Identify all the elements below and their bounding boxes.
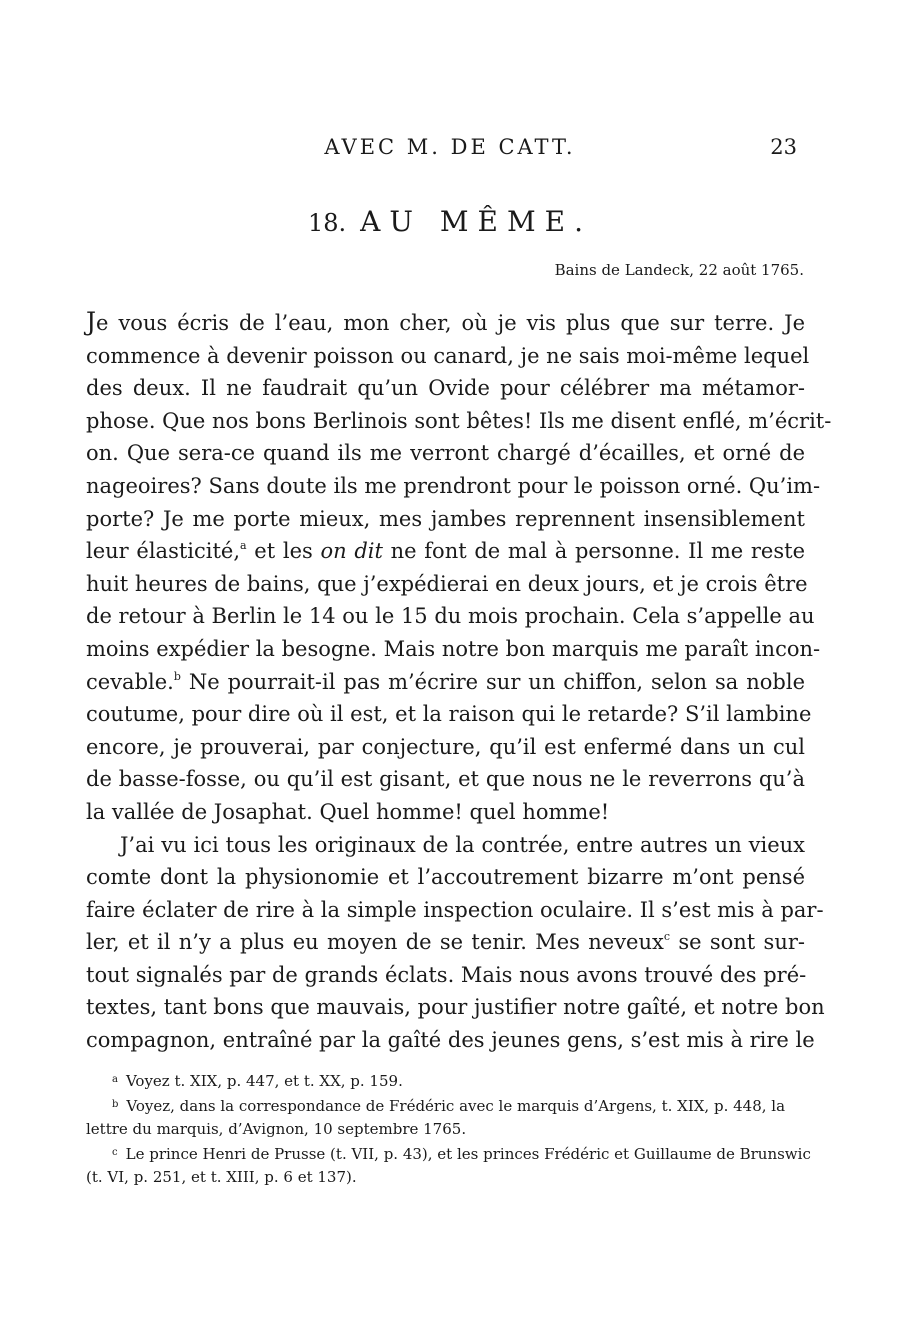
running-title: AVEC M. DE CATT.: [324, 135, 576, 159]
dateline: Bains de Landeck, 22 août 1765.: [554, 261, 804, 279]
italic-phrase: on dit: [320, 539, 383, 564]
text-line: de basse-fosse, ou qu’il est gisant, et que nous ne le reverrons qu’à: [86, 767, 805, 792]
footnote-line: [86, 1068, 805, 1093]
footnote-b: [86, 1093, 805, 1141]
footnote-ref-a[interactable]: a: [240, 539, 247, 553]
letter-body: [86, 306, 832, 1057]
text-line: comte dont la physionomie et l’accoutrement bizarre m’ont pensé: [86, 865, 805, 890]
footnote-line: (t. VI, p. 251, et t. XIII, p. 6 et 137).: [86, 1168, 357, 1186]
text-line: la vallée de Josaphat. Quel homme! quel homme!: [86, 799, 610, 824]
letter-heading: [0, 205, 900, 238]
footnote-mark: b: [112, 1099, 119, 1110]
text-line: de retour à Berlin le 14 ou le 15 du mois prochain. Cela s’appelle au: [86, 604, 815, 629]
text-line: tout signalés par de grands éclats. Mais nous avons trouvé des pré-: [86, 962, 807, 987]
letter-number: 18.: [307, 209, 347, 237]
footnote-line: [86, 1141, 811, 1166]
footnote-ref-c[interactable]: c: [663, 930, 671, 944]
footnote-ref-b[interactable]: b: [173, 669, 181, 683]
text-line: [86, 666, 805, 699]
text-line: on. Que sera-ce quand ils me verront chargé d’écailles, et orné de: [86, 441, 805, 466]
footnote-mark: a: [112, 1074, 118, 1085]
text-segment: se sont sur-: [670, 930, 805, 955]
text-segment: leur élasticité,: [86, 539, 241, 564]
footnote-line: [86, 1093, 805, 1118]
text-line: [86, 306, 805, 340]
text-segment: Ne pourrait-il pas m’écrire sur un chiffon, selon sa noble: [180, 669, 805, 694]
footnotes: [86, 1068, 811, 1189]
text-line: faire éclater de rire à la simple inspection oculaire. Il s’est mis à par-: [86, 897, 824, 922]
text-line: nageoires? Sans doute ils me prendront pour le poisson orné. Qu’im-: [86, 473, 821, 498]
footnote-a: [86, 1068, 805, 1093]
letter-title: AU MÊME.: [360, 205, 592, 238]
running-head: [0, 135, 900, 165]
footnote-text: Voyez, dans la correspondance de Frédéric avec le marquis d’Argens, t. XIX, p. 448, la: [126, 1097, 786, 1115]
text-line: commence à devenir poisson ou canard, je ne sais moi-même lequel: [86, 343, 810, 368]
text-line: compagnon, entraîné par la gaîté des jeunes gens, s’est mis à rire le: [86, 1028, 815, 1053]
text-line: phose. Que nos bons Berlinois sont bêtes! Ils me disent enflé, m’écrit-: [86, 408, 832, 433]
footnote-text: Le prince Henri de Prusse (t. VII, p. 43), et les princes Frédéric et Guillaume de Brunswic: [125, 1145, 811, 1163]
page-number: 23: [770, 135, 797, 159]
text-line: coutume, pour dire où il est, et la raison qui le retarde? S’il lambine: [86, 702, 812, 727]
text-line: porte? Je me porte mieux, mes jambes reprennent insensiblement: [86, 506, 805, 531]
text-line: [86, 535, 805, 568]
text-segment: ne font de mal à personne. Il me reste: [382, 539, 805, 564]
text-line: encore, je prouverai, par conjecture, qu’il est enfermé dans un cul: [86, 734, 805, 759]
text-segment: cevable.: [86, 669, 174, 694]
text-line: huit heures de bains, que j’expédierai en deux jours, et je crois être: [86, 571, 808, 596]
text-line: moins expédier la besogne. Mais notre bon marquis me paraît incon-: [86, 636, 821, 661]
text-segment: e vous écris de l’eau, mon cher, où je vis plus que sur terre. Je: [96, 311, 805, 335]
footnote-c: [86, 1141, 811, 1189]
text-line: J’ai vu ici tous les originaux de la contrée, entre autres un vieux: [120, 832, 805, 857]
text-segment: ler, et il n’y a plus eu moyen de se tenir. Mes neveux: [86, 930, 664, 955]
footnote-mark: c: [112, 1147, 118, 1158]
text-line: [86, 926, 805, 959]
footnote-line: lettre du marquis, d’Avignon, 10 septembre 1765.: [86, 1120, 467, 1138]
text-line: textes, tant bons que mauvais, pour justifier notre gaîté, et notre bon: [86, 995, 825, 1020]
initial-letter: J: [86, 307, 97, 336]
footnote-text: Voyez t. XIX, p. 447, et t. XX, p. 159.: [125, 1072, 403, 1090]
text-segment: et les: [246, 539, 321, 564]
text-line: des deux. Il ne faudrait qu’un Ovide pour célébrer ma métamor-: [86, 376, 805, 401]
